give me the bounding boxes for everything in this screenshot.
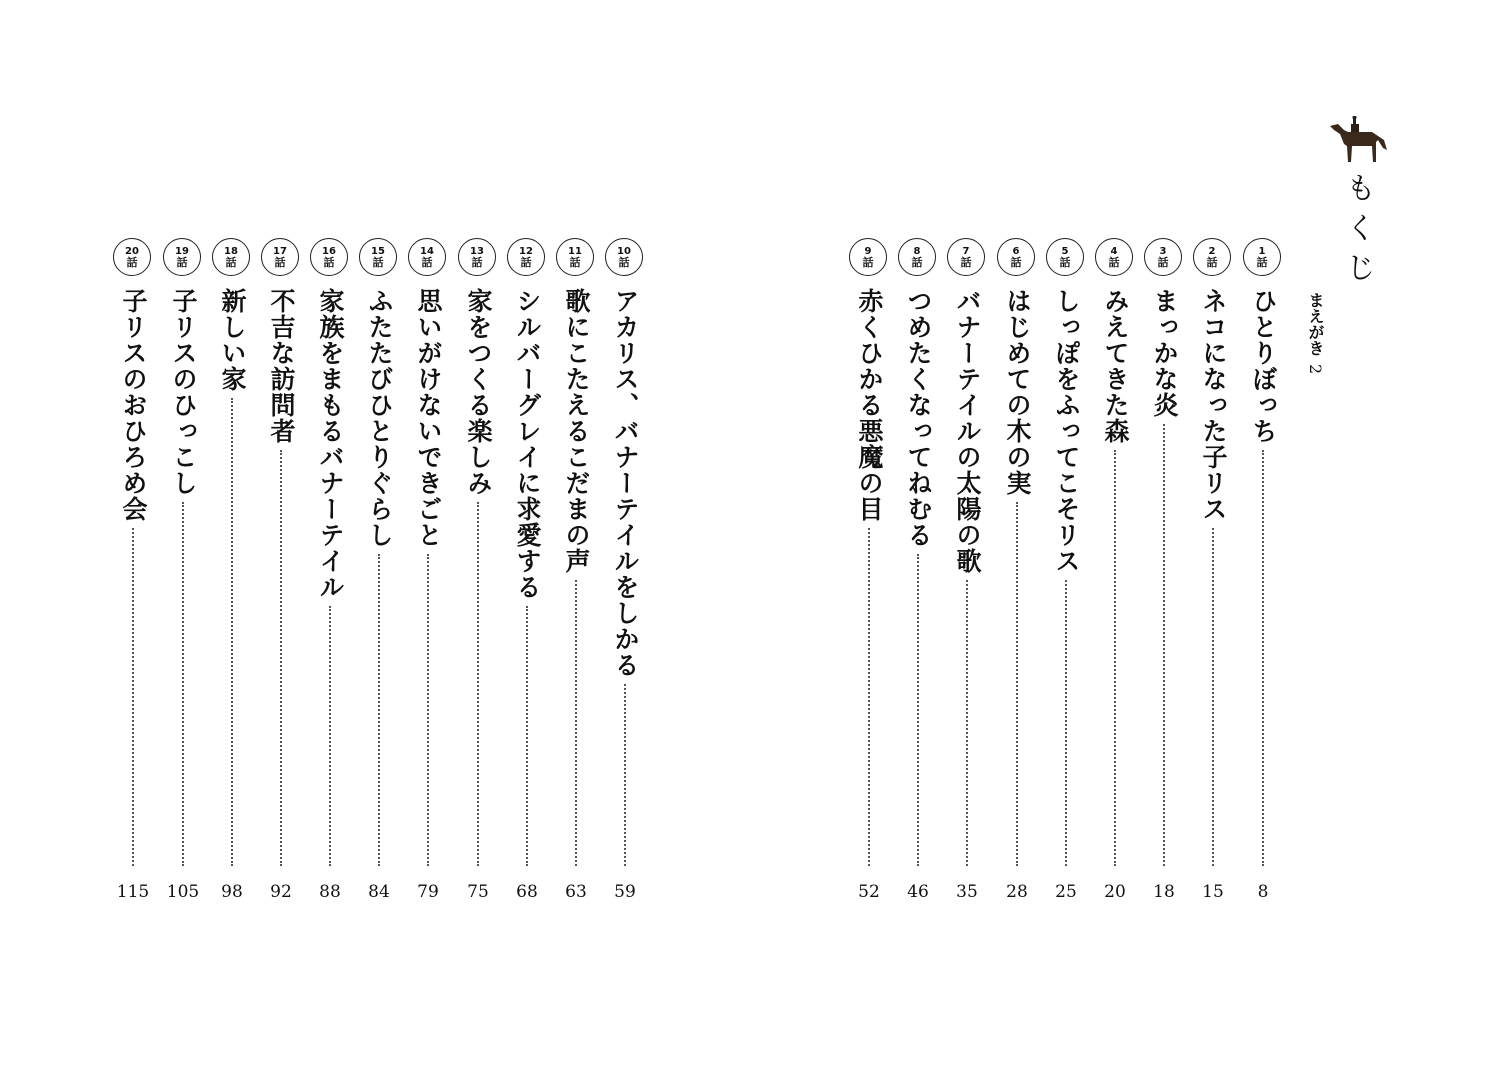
leader-dots [1262, 450, 1264, 866]
leader-dots [1114, 450, 1116, 866]
chapter-title: つめたくなってねむる [904, 288, 933, 548]
leader-dots [378, 554, 380, 866]
chapter-suffix: 話 [176, 256, 188, 269]
chapter-entry[interactable] [1094, 238, 1136, 908]
chapter-page-number: 20 [1104, 882, 1126, 902]
chapter-entry[interactable] [897, 238, 939, 908]
preface-label: まえがき [1306, 292, 1325, 356]
chapter-title: ふたたびひとりぐらし [365, 288, 394, 548]
chapter-suffix: 話 [274, 256, 286, 269]
chapter-suffix: 話 [911, 256, 923, 269]
chapter-number-badge [458, 238, 496, 276]
chapter-entry[interactable] [260, 238, 302, 908]
chapter-number-badge [849, 238, 887, 276]
chapter-title: 思いがけないできごと [414, 288, 443, 548]
chapter-number: 9 [864, 246, 872, 257]
chapter-number-badge [605, 238, 643, 276]
chapter-number-badge [1243, 238, 1281, 276]
chapter-title: シルバーグレイに求愛する [513, 288, 542, 600]
chapter-number-badge [997, 238, 1035, 276]
horse-rider-icon [1326, 116, 1388, 168]
chapter-number-badge [310, 238, 348, 276]
chapter-number-badge [1144, 238, 1182, 276]
chapter-page-number: 25 [1055, 882, 1077, 902]
chapter-number-badge [556, 238, 594, 276]
preface-entry[interactable] [1298, 292, 1332, 374]
chapter-title: しっぽをふってこそリス [1052, 288, 1081, 574]
chapter-number-badge [163, 238, 201, 276]
chapter-number: 18 [224, 246, 238, 257]
chapter-entry[interactable] [1143, 238, 1185, 908]
chapter-suffix: 話 [1157, 256, 1169, 269]
leader-dots [477, 502, 479, 866]
chapter-number: 5 [1061, 246, 1069, 257]
chapter-number: 11 [568, 246, 582, 257]
chapter-entry[interactable] [506, 238, 548, 908]
chapter-entry[interactable] [555, 238, 597, 908]
chapter-page-number: 35 [956, 882, 978, 902]
chapter-title: 歌にこたえるこだまの声 [562, 288, 591, 574]
chapter-page-number: 79 [417, 882, 439, 902]
chapter-suffix: 話 [126, 256, 138, 269]
chapter-suffix: 話 [471, 256, 483, 269]
chapter-entry[interactable] [457, 238, 499, 908]
chapter-page-number: 68 [516, 882, 538, 902]
leader-dots [231, 398, 233, 866]
chapter-title: 新しい家 [218, 288, 247, 392]
chapter-entry[interactable] [309, 238, 351, 908]
chapter-title: はじめての木の実 [1003, 288, 1032, 496]
chapter-entry[interactable] [112, 238, 154, 908]
chapter-entry[interactable] [162, 238, 204, 908]
chapter-number-badge [408, 238, 446, 276]
leader-dots [132, 528, 134, 866]
chapter-number-badge [507, 238, 545, 276]
chapter-number-badge [212, 238, 250, 276]
leader-dots [575, 580, 577, 866]
chapter-entry[interactable] [848, 238, 890, 908]
chapter-number-badge [113, 238, 151, 276]
chapter-suffix: 話 [421, 256, 433, 269]
chapter-entry[interactable] [604, 238, 646, 908]
leader-dots [1065, 580, 1067, 866]
chapter-title: 赤くひかる悪魔の目 [855, 288, 884, 522]
chapter-suffix: 話 [1108, 256, 1120, 269]
chapter-suffix: 話 [862, 256, 874, 269]
chapter-number-badge [1193, 238, 1231, 276]
chapter-number-badge [1046, 238, 1084, 276]
chapter-entry[interactable] [407, 238, 449, 908]
chapter-page-number: 105 [166, 882, 200, 902]
chapter-title: 子リスのおひろめ会 [119, 288, 148, 522]
chapter-number-badge [359, 238, 397, 276]
chapter-suffix: 話 [960, 256, 972, 269]
chapter-page-number: 18 [1153, 882, 1175, 902]
chapter-number: 13 [470, 246, 484, 257]
chapter-number: 15 [371, 246, 385, 257]
chapter-entry[interactable] [946, 238, 988, 908]
chapter-number: 4 [1110, 246, 1118, 257]
chapter-page-number: 84 [368, 882, 390, 902]
chapter-page-number: 28 [1006, 882, 1028, 902]
chapter-number: 6 [1012, 246, 1020, 257]
chapter-suffix: 話 [1059, 256, 1071, 269]
chapter-number: 12 [519, 246, 533, 257]
leader-dots [526, 606, 528, 866]
leader-dots [868, 528, 870, 866]
chapter-number: 7 [962, 246, 970, 257]
chapter-number: 17 [273, 246, 287, 257]
chapter-page-number: 15 [1202, 882, 1224, 902]
chapter-title: まっかな炎 [1150, 288, 1179, 418]
chapter-page-number: 52 [858, 882, 880, 902]
chapter-title: ひとりぼっち [1249, 288, 1278, 444]
chapter-number: 19 [175, 246, 189, 257]
chapter-entry[interactable] [211, 238, 253, 908]
leader-dots [624, 684, 626, 866]
chapter-entry[interactable] [1045, 238, 1087, 908]
chapter-suffix: 話 [1256, 256, 1268, 269]
chapter-number: 20 [125, 246, 139, 257]
chapter-page-number: 8 [1257, 882, 1269, 902]
leader-dots [966, 580, 968, 866]
chapter-title: アカリス、バナーテイルをしかる [611, 288, 640, 678]
chapter-number-badge [261, 238, 299, 276]
chapter-page-number: 59 [614, 882, 636, 902]
chapter-number: 3 [1159, 246, 1167, 257]
chapter-number: 2 [1208, 246, 1216, 257]
leader-dots [329, 606, 331, 866]
chapter-title: みえてきた森 [1101, 288, 1130, 444]
chapter-title: バナーテイルの太陽の歌 [953, 288, 982, 574]
leader-dots [1212, 528, 1214, 866]
chapter-number: 10 [617, 246, 631, 257]
leader-dots [1016, 502, 1018, 866]
page-title: もくじ [1340, 172, 1375, 292]
chapter-suffix: 話 [520, 256, 532, 269]
chapter-number: 16 [322, 246, 336, 257]
chapter-entry[interactable] [1192, 238, 1234, 908]
chapter-suffix: 話 [1206, 256, 1218, 269]
chapter-page-number: 115 [116, 882, 150, 902]
chapter-title: 子リスのひっこし [169, 288, 198, 496]
chapter-suffix: 話 [225, 256, 237, 269]
chapter-suffix: 話 [569, 256, 581, 269]
chapter-title: 家をつくる楽しみ [464, 288, 493, 496]
chapter-number: 14 [420, 246, 434, 257]
chapter-page-number: 63 [565, 882, 587, 902]
leader-dots [427, 554, 429, 866]
preface-page-number: 2 [1306, 364, 1325, 375]
chapter-title: 不吉な訪問者 [267, 288, 296, 444]
chapter-entry[interactable] [358, 238, 400, 908]
chapter-suffix: 話 [1010, 256, 1022, 269]
chapter-number: 8 [913, 246, 921, 257]
chapter-entry[interactable] [1242, 238, 1284, 908]
leader-dots [280, 450, 282, 866]
chapter-suffix: 話 [372, 256, 384, 269]
chapter-title: 家族をまもるバナーテイル [316, 288, 345, 600]
chapter-entry[interactable] [996, 238, 1038, 908]
chapter-title: ネコになった子リス [1199, 288, 1228, 522]
chapter-suffix: 話 [323, 256, 335, 269]
chapter-number: 1 [1258, 246, 1266, 257]
chapter-page-number: 92 [270, 882, 292, 902]
chapter-number-badge [898, 238, 936, 276]
chapter-number-badge [1095, 238, 1133, 276]
chapter-page-number: 98 [221, 882, 243, 902]
leader-dots [917, 554, 919, 866]
chapter-page-number: 88 [319, 882, 341, 902]
chapter-page-number: 75 [467, 882, 489, 902]
leader-dots [1163, 424, 1165, 866]
chapter-number-badge [947, 238, 985, 276]
chapter-page-number: 46 [907, 882, 929, 902]
leader-dots [182, 502, 184, 866]
chapter-suffix: 話 [618, 256, 630, 269]
